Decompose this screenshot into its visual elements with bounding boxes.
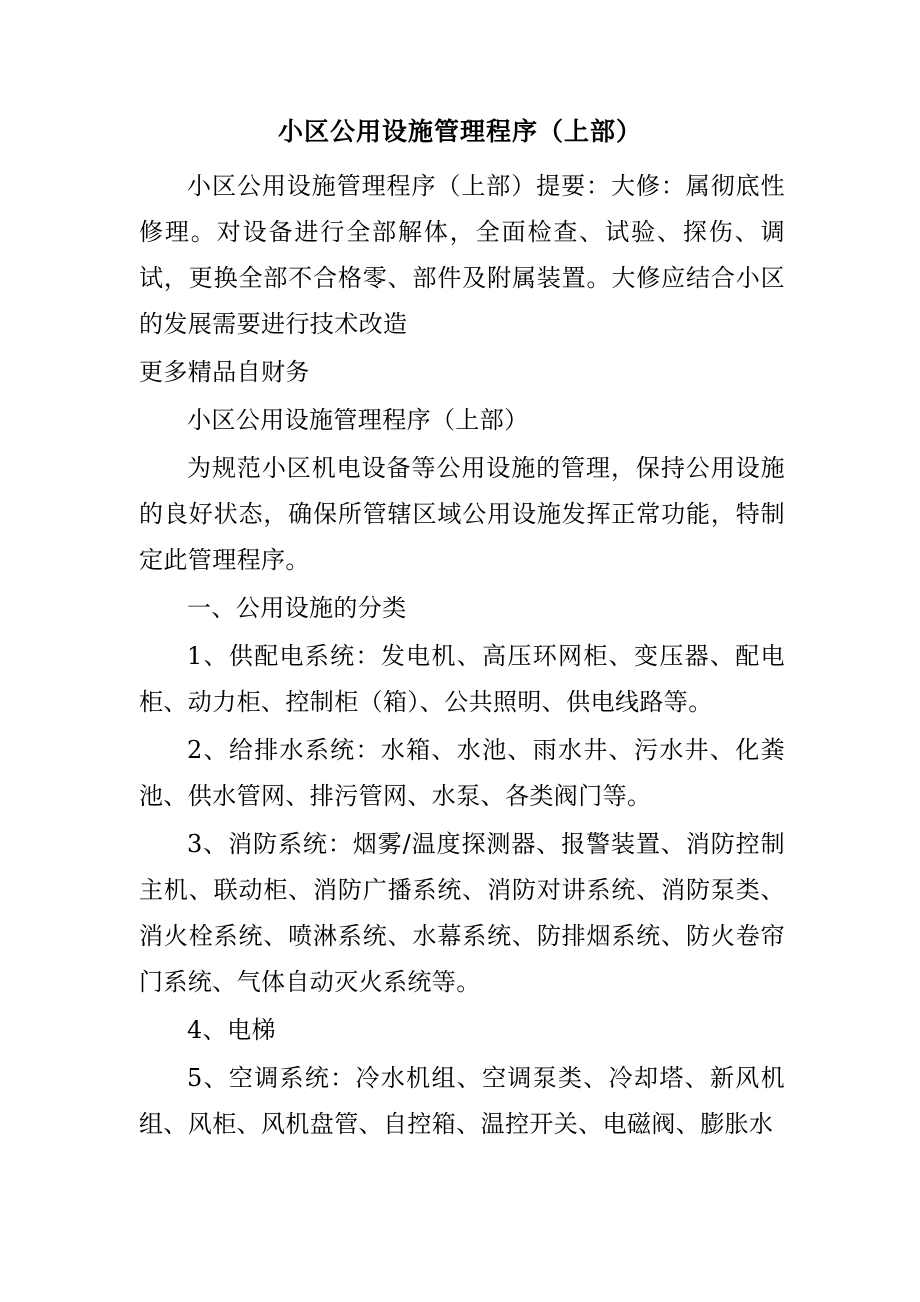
- document-body: [139, 163, 785, 1149]
- paragraph-summary: 小区公用设施管理程序（上部）提要：大修：属彻底性修理。对设备进行全部解体，全面检查、试验、探伤、调试，更换全部不合格零、部件及附属装置。大修应结合小区的发展需要进行技术改造: [139, 172, 785, 338]
- paragraph-power-system: 1、供配电系统：发电机、高压环网柜、变压器、配电柜、动力柜、控制柜（箱）、公共照明、供电线路等。: [139, 642, 785, 716]
- paragraph-air-conditioning: 5、空调系统：冷水机组、空调泵类、冷却塔、新风机组、风柜、风机盘管、自控箱、温控开关、电磁阀、膨胀水: [139, 1064, 785, 1138]
- paragraph-elevator: 4、电梯: [187, 1016, 276, 1044]
- paragraph-water-system: 2、给排水系统：水箱、水池、雨水井、污水井、化粪池、供水管网、排污管网、水泵、各类阀门等。: [139, 736, 785, 810]
- paragraph-fire-system: 3、消防系统：烟雾/温度探测器、报警装置、消防控制主机、联动柜、消防广播系统、消防对讲系统、消防泵类、消火栓系统、喷淋系统、水幕系统、防排烟系统、防火卷帘门系统、气体自动灭火系统等。: [139, 830, 785, 996]
- paragraph-more-link: 更多精品自财务: [139, 358, 310, 386]
- section-heading-classification: 一、公用设施的分类: [187, 594, 407, 622]
- paragraph-subtitle: 小区公用设施管理程序（上部）: [187, 406, 529, 434]
- paragraph-purpose: 为规范小区机电设备等公用设施的管理，保持公用设施的良好状态，确保所管辖区域公用设施发挥正常功能，特制定此管理程序。: [139, 454, 785, 574]
- document-title: 小区公用设施管理程序（上部）: [277, 117, 642, 146]
